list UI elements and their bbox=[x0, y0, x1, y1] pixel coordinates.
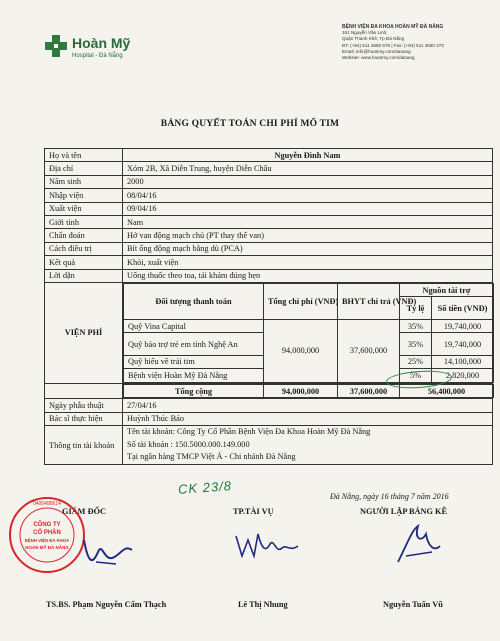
table-row bbox=[45, 256, 493, 269]
row-label: Chẩn đoán bbox=[45, 229, 123, 242]
svg-text:BỆNH VIỆN ĐA KHOA: BỆNH VIỆN ĐA KHOA bbox=[24, 538, 70, 543]
row-label: Giới tính bbox=[45, 215, 123, 228]
row-label: Lời dặn bbox=[45, 269, 123, 282]
table-row bbox=[45, 175, 493, 188]
account-bank: Tại ngân hàng TMCP Việt Á - Chi nhánh Đà Nẵng bbox=[127, 452, 296, 462]
fees-row bbox=[45, 282, 493, 383]
table-row bbox=[45, 412, 493, 425]
logo-subtitle: Hospital - Đà Nẵng bbox=[72, 53, 123, 59]
col-header-bhyt: BHYT chi trả (VNĐ) bbox=[338, 283, 400, 319]
fees-table bbox=[123, 283, 494, 383]
patient-gender: Nam bbox=[123, 215, 493, 228]
finance-title: TP.TÀI VỤ bbox=[233, 507, 274, 516]
sum-total-cost: 94,000,000 bbox=[264, 384, 338, 397]
total-cost: 94,000,000 bbox=[264, 319, 338, 382]
hospital-info bbox=[342, 24, 492, 61]
date-line: Đà Nẵng, ngày 16 tháng 7 năm 2016 bbox=[330, 492, 449, 501]
finance-signature bbox=[232, 530, 302, 562]
hospital-address-line: 161 Nguyễn Văn Linh, bbox=[342, 30, 388, 36]
svg-text:HOÀN MỸ ĐÀ NẴNG: HOÀN MỸ ĐÀ NẴNG bbox=[25, 545, 69, 550]
table-row bbox=[45, 215, 493, 228]
sum-sponsor-amount: 56,400,000 bbox=[400, 384, 494, 397]
hospital-email: Email: info@hoanmy.com/danang bbox=[342, 48, 411, 54]
hospital-name: BỆNH VIỆN ĐA KHOA HOÀN MỸ ĐÀ NẴNG bbox=[342, 24, 444, 30]
hospital-address-line: Quận Thanh Khê, Tp Đà Nẵng bbox=[342, 36, 405, 42]
row-label: Cách điều trị bbox=[45, 242, 123, 255]
surgeon-name: Huỳnh Thúc Bảo bbox=[123, 412, 493, 425]
hospital-website: Website: www.hoanmy.com/danang bbox=[342, 55, 415, 61]
payer-ratio: 25% bbox=[400, 355, 432, 369]
account-info bbox=[123, 426, 493, 465]
table-row bbox=[45, 202, 493, 215]
table-row bbox=[45, 149, 493, 162]
payer-name: Quỹ Vina Capital bbox=[124, 319, 264, 333]
patient-name: Nguyễn Đình Nam bbox=[123, 149, 493, 162]
fees-section-label: VIỆN PHÍ bbox=[45, 282, 123, 383]
payer-name: Bệnh viện Hoàn Mỹ Đà Nẵng bbox=[124, 369, 264, 383]
fees-cell bbox=[123, 282, 493, 383]
maker-signature bbox=[388, 522, 448, 572]
row-label: Năm sinh bbox=[45, 175, 123, 188]
payer-amount: 2,820,000 bbox=[432, 369, 494, 383]
payer-amount: 19,740,000 bbox=[432, 319, 494, 333]
table-row bbox=[45, 229, 493, 242]
hospital-logo bbox=[45, 33, 165, 67]
payer-amount: 19,740,000 bbox=[432, 333, 494, 355]
discharge-date: 09/04/16 bbox=[123, 202, 493, 215]
fees-total-cell bbox=[123, 383, 493, 398]
row-label: Nhập viện bbox=[45, 189, 123, 202]
svg-text:0400495614: 0400495614 bbox=[33, 501, 61, 507]
account-row bbox=[45, 426, 493, 465]
treatment: Bít ống động mạch bằng dù (PCA) bbox=[123, 242, 493, 255]
payer-name: Quỹ bảo trợ trẻ em tỉnh Nghệ An bbox=[124, 333, 264, 355]
spacer-cell bbox=[45, 383, 123, 398]
bhyt-paid: 37,600,000 bbox=[338, 319, 400, 382]
col-header-source: Nguồn tài trợ bbox=[400, 283, 494, 297]
director-signature bbox=[78, 532, 138, 572]
table-row bbox=[45, 162, 493, 175]
payer-ratio: 35% bbox=[400, 319, 432, 333]
col-header-ratio: Tỷ lệ bbox=[400, 297, 432, 319]
payer-ratio: 5% bbox=[400, 369, 432, 383]
row-label: Kết quả bbox=[45, 256, 123, 269]
row-label: Xuất viện bbox=[45, 202, 123, 215]
row-label: Ngày phẫu thuật bbox=[45, 399, 123, 412]
company-stamp bbox=[8, 496, 86, 574]
maker-title: NGƯỜI LẬP BẢNG KÊ bbox=[360, 507, 448, 516]
svg-text:CÔNG TY: CÔNG TY bbox=[33, 522, 61, 528]
table-row bbox=[45, 189, 493, 202]
table-row bbox=[45, 399, 493, 412]
account-number: Số tài khoản : 150.5000.000.149.000 bbox=[127, 439, 250, 449]
director-title: GIÁM ĐỐC bbox=[62, 507, 107, 516]
col-header-payer: Đối tượng thanh toán bbox=[124, 283, 264, 319]
table-row bbox=[45, 242, 493, 255]
col-header-amount: Số tiền (VNĐ) bbox=[432, 297, 494, 319]
svg-text:CỔ PHẦN: CỔ PHẦN bbox=[33, 530, 61, 536]
payer-ratio: 35% bbox=[400, 333, 432, 355]
account-name: Tên tài khoản: Công Ty Cổ Phần Bệnh Viện Đa Khoa Hoàn Mỹ Đà Nẵng bbox=[127, 427, 371, 437]
document-title: BẢNG QUYẾT TOÁN CHI PHÍ MỔ TIM bbox=[160, 119, 340, 129]
col-header-total: Tổng chi phí (VNĐ) bbox=[264, 283, 338, 319]
finance-name: Lê Thị Nhung bbox=[238, 600, 288, 609]
admission-date: 08/04/16 bbox=[123, 189, 493, 202]
row-label: Thông tin tài khoản bbox=[45, 426, 123, 465]
cross-logo-icon bbox=[45, 35, 67, 57]
result: Khỏi, xuất viện bbox=[123, 256, 493, 269]
diagnosis: Hở van động mạch chủ (PT thay thế van) bbox=[123, 229, 493, 242]
sum-bhyt: 37,600,000 bbox=[338, 384, 400, 397]
row-label: Họ và tên bbox=[45, 149, 123, 162]
surgery-date: 27/04/16 bbox=[123, 399, 493, 412]
hospital-phone: ĐT: (+84) 511 3650 676 | Fax: (+84) 511 3650 272 bbox=[342, 42, 444, 48]
advice: Uống thuốc theo toa, tái khám đúng hẹn bbox=[123, 269, 493, 282]
maker-name: Nguyễn Tuấn Vũ bbox=[383, 600, 443, 609]
payer-amount: 14,100,000 bbox=[432, 355, 494, 369]
sum-label: Tổng cộng bbox=[124, 384, 264, 397]
logo-name: Hoàn Mỹ bbox=[72, 35, 131, 51]
table-row bbox=[45, 269, 493, 282]
fees-total-table bbox=[123, 384, 494, 398]
settlement-table bbox=[44, 148, 493, 465]
patient-address: Xóm 2B, Xã Diễn Trung, huyện Diễn Châu bbox=[123, 162, 493, 175]
fees-header-row bbox=[124, 283, 494, 297]
handwritten-note: CK 23/8 bbox=[177, 478, 233, 497]
patient-birth-year: 2000 bbox=[123, 175, 493, 188]
row-label: Bác sĩ thực hiện bbox=[45, 412, 123, 425]
row-label: Địa chỉ bbox=[45, 162, 123, 175]
payer-name: Quỹ hiểu về trái tim bbox=[124, 355, 264, 369]
director-name: TS.BS. Phạm Nguyễn Cẩm Thạch bbox=[46, 600, 167, 609]
fees-row-item bbox=[124, 319, 494, 333]
